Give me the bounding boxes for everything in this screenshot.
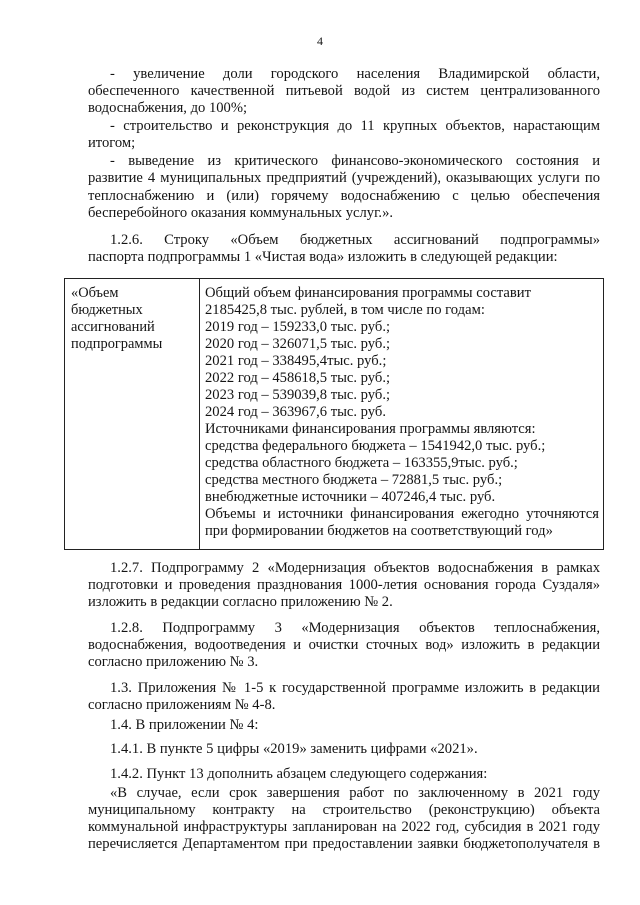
- text-line: согласно приложению № 3.: [88, 654, 259, 670]
- text-line: водоснабжения, до 100%;: [88, 100, 248, 116]
- paragraph-1-4: 1.4. В приложении № 4:: [110, 717, 259, 733]
- text-line: «В случае, если срок завершения работ по заключенному в 2021 году: [110, 785, 600, 801]
- text-line: - выведение из критического финансово-экономического состояния и: [110, 153, 600, 169]
- table-value-line: при формировании бюджетов на соответствующий год»: [205, 523, 553, 539]
- text-line: 1.2.8. Подпрограмму 3 «Модернизация объектов теплоснабжения,: [110, 620, 600, 636]
- table-label-line: «Объем: [71, 285, 119, 301]
- text-line: 1.2.6. Строку «Объем бюджетных ассигнований подпрограммы»: [110, 232, 600, 248]
- table-label-line: ассигнований: [71, 319, 155, 335]
- text-line: подготовки и проведения празднования 1000-летия основания города Суздаля»: [88, 577, 600, 593]
- table-value-line: 2185425,8 тыс. рублей, в том числе по годам:: [205, 302, 485, 318]
- text-line: согласно приложениям № 4-8.: [88, 697, 276, 713]
- text-line: 1.2.7. Подпрограмму 2 «Модернизация объектов водоснабжения в рамках: [110, 560, 600, 576]
- table-value-line: Источниками финансирования программы являются:: [205, 421, 536, 437]
- table-value-line: 2023 год – 539039,8 тыс. руб.;: [205, 387, 391, 403]
- page-number: 4: [317, 34, 323, 48]
- table-value-line: 2020 год – 326071,5 тыс. руб.;: [205, 336, 391, 352]
- table-value-line: средства федерального бюджета – 1541942,0 тыс. руб.;: [205, 438, 546, 454]
- table-value-line: средства местного бюджета – 72881,5 тыс. руб.;: [205, 472, 503, 488]
- text-line: - увеличение доли городского населения Владимирской области,: [110, 66, 600, 82]
- text-line: водоснабжения, водоотведения и очистки сточных вод» изложить в редакции: [88, 637, 600, 653]
- table-value-line: 2019 год – 159233,0 тыс. руб.;: [205, 319, 391, 335]
- text-line: изложить в редакции согласно приложению № 2.: [88, 594, 393, 610]
- text-line: итогом;: [88, 135, 136, 151]
- budget-table: [64, 278, 604, 550]
- table-value-line: 2022 год – 458618,5 тыс. руб.;: [205, 370, 391, 386]
- table-value-line: 2021 год – 338495,4тыс. руб.;: [205, 353, 387, 369]
- text-line: - строительство и реконструкция до 11 крупных объектов, нарастающим: [110, 118, 600, 134]
- paragraph-1-4-1: 1.4.1. В пункте 5 цифры «2019» заменить цифрами «2021».: [110, 741, 478, 757]
- text-line: бесперебойного оказания коммунальных услуг.».: [88, 205, 394, 221]
- text-line: теплоснабжению и (или) горячему водоснабжению с целью обеспечения: [88, 188, 600, 204]
- text-line: перечисляется Департаментом при предоставлении заявки бюджетополучателя в: [88, 836, 600, 852]
- table-label-line: бюджетных: [71, 302, 143, 318]
- table-column-divider: [199, 279, 200, 549]
- text-line: развитие 4 муниципальных предприятий (учреждений), оказывающих услуги по: [88, 170, 600, 186]
- text-line: коммунальной инфраструктуры запланирован на 2022 год, субсидия в 2021 году: [88, 819, 600, 835]
- paragraph-1-4-2: 1.4.2. Пункт 13 дополнить абзацем следующего содержания:: [110, 766, 488, 782]
- text-line: обеспеченного качественной питьевой водой из систем централизованного: [88, 83, 600, 99]
- text-line: паспорта подпрограммы 1 «Чистая вода» изложить в следующей редакции:: [88, 249, 558, 265]
- table-value-line: внебюджетные источники – 407246,4 тыс. руб.: [205, 489, 496, 505]
- text-line: 1.3. Приложения № 1-5 к государственной программе изложить в редакции: [110, 680, 600, 696]
- table-value-line: Объемы и источники финансирования ежегодно уточняются: [205, 506, 599, 522]
- text-line: муниципальному контракту на строительство (реконструкцию) объекта: [88, 802, 600, 818]
- table-value-line: средства областного бюджета – 163355,9тыс. руб.;: [205, 455, 518, 471]
- table-value-line: Общий объем финансирования программы составит: [205, 285, 531, 301]
- table-label-line: подпрограммы: [71, 336, 163, 352]
- table-value-line: 2024 год – 363967,6 тыс. руб.: [205, 404, 386, 420]
